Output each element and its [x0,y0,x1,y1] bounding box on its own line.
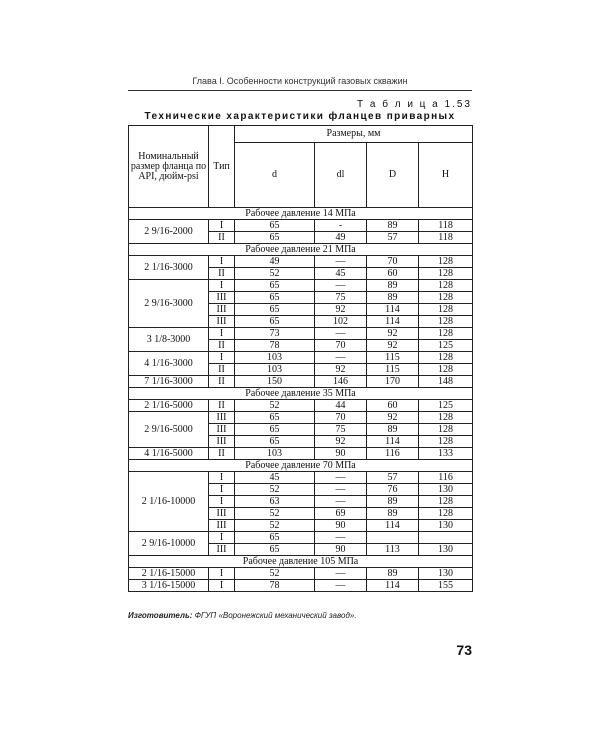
d-cell: 65 [235,532,315,544]
flange-size: 2 9/16-3000 [129,280,209,328]
type-cell: II [209,448,235,460]
d-cell: 49 [235,256,315,268]
H-cell: 128 [419,424,473,436]
d1-cell: 69 [315,508,367,520]
D-cell: 89 [367,280,419,292]
flange-size: 2 1/16-15000 [129,568,209,580]
D-cell: 114 [367,304,419,316]
H-cell: 130 [419,484,473,496]
section-title: Рабочее давление 105 МПа [129,556,473,568]
D-cell: 89 [367,496,419,508]
type-cell: I [209,256,235,268]
table-number: Т а б л и ц а 1.53 [356,99,472,110]
d1-cell: 92 [315,304,367,316]
type-cell: III [209,436,235,448]
d1-cell: 92 [315,364,367,376]
flange-size: 3 1/8-3000 [129,328,209,352]
d1-cell: 44 [315,400,367,412]
d1-cell: 70 [315,340,367,352]
type-cell: II [209,340,235,352]
section-row [129,208,473,220]
running-header: Глава I. Особенности конструкций газовых скважин [192,76,408,86]
D-cell: 92 [367,340,419,352]
d1-cell: 90 [315,520,367,532]
H-cell [419,532,473,544]
d-cell: 150 [235,376,315,388]
H-cell: 118 [419,220,473,232]
header-dimensions: Размеры, мм [235,126,473,143]
d1-cell: 75 [315,424,367,436]
d1-cell: 90 [315,448,367,460]
section-row [129,388,473,400]
section-row [129,244,473,256]
d-cell: 52 [235,568,315,580]
section-row [129,460,473,472]
d1-cell: 75 [315,292,367,304]
d-cell: 73 [235,328,315,340]
H-cell: 128 [419,412,473,424]
d-cell: 65 [235,280,315,292]
flange-size: 2 9/16-5000 [129,412,209,448]
table-row [129,376,473,388]
D-cell: 114 [367,580,419,592]
flange-size: 2 9/16-10000 [129,532,209,556]
d-cell: 103 [235,448,315,460]
table-row [129,568,473,580]
D-cell: 57 [367,472,419,484]
d-cell: 65 [235,304,315,316]
header-d: d [235,143,315,208]
H-cell: 128 [419,304,473,316]
D-cell: 116 [367,448,419,460]
d-cell: 65 [235,544,315,556]
H-cell: 128 [419,496,473,508]
page-number: 73 [456,642,472,658]
type-cell: I [209,220,235,232]
type-cell: III [209,544,235,556]
d1-cell: 92 [315,436,367,448]
D-cell: 57 [367,232,419,244]
d1-cell: — [315,472,367,484]
H-cell: 128 [419,280,473,292]
d1-cell: - [315,220,367,232]
H-cell: 130 [419,520,473,532]
type-cell: I [209,484,235,496]
type-cell: II [209,232,235,244]
H-cell: 155 [419,580,473,592]
flange-size: 4 1/16-5000 [129,448,209,460]
d1-cell: — [315,352,367,364]
d-cell: 65 [235,412,315,424]
D-cell: 70 [367,256,419,268]
H-cell: 133 [419,448,473,460]
d-cell: 52 [235,508,315,520]
d-cell: 78 [235,340,315,352]
table-row [129,256,473,268]
table-title: Технические характеристики фланцев приварных [144,111,456,122]
d-cell: 65 [235,316,315,328]
table-row [129,412,473,424]
type-cell: I [209,328,235,340]
H-cell: 130 [419,568,473,580]
type-cell: III [209,424,235,436]
type-cell: I [209,496,235,508]
table-row [129,220,473,232]
D-cell: 114 [367,520,419,532]
flange-size: 7 1/16-3000 [129,376,209,388]
flange-size: 2 1/16-10000 [129,472,209,532]
section-title: Рабочее давление 21 МПа [129,244,473,256]
type-cell: III [209,316,235,328]
H-cell: 128 [419,256,473,268]
d1-cell: 146 [315,376,367,388]
H-cell: 128 [419,352,473,364]
table-row [129,580,473,592]
manufacturer-text: ФГУП «Воронежский механический завод». [194,611,357,620]
type-cell: I [209,568,235,580]
H-cell: 148 [419,376,473,388]
D-cell: 89 [367,220,419,232]
D-cell: 89 [367,568,419,580]
type-cell: I [209,352,235,364]
manufacturer-note [128,611,472,620]
D-cell: 113 [367,544,419,556]
manufacturer-label: Изготовитель: [128,611,193,620]
d1-cell: 102 [315,316,367,328]
d1-cell: — [315,280,367,292]
d-cell: 52 [235,268,315,280]
type-cell: II [209,376,235,388]
d-cell: 52 [235,400,315,412]
table-row [129,400,473,412]
flange-size: 4 1/16-3000 [129,352,209,376]
D-cell: 92 [367,328,419,340]
table-row [129,532,473,544]
D-cell: 115 [367,352,419,364]
D-cell: 114 [367,436,419,448]
H-cell: 125 [419,400,473,412]
flange-size: 2 9/16-2000 [129,220,209,244]
H-cell: 128 [419,364,473,376]
d1-cell: 49 [315,232,367,244]
d-cell: 65 [235,220,315,232]
d1-cell: 45 [315,268,367,280]
type-cell: II [209,400,235,412]
section-title: Рабочее давление 70 МПа [129,460,473,472]
section-title: Рабочее давление 35 МПа [129,388,473,400]
H-cell: 130 [419,544,473,556]
header-rule [128,90,472,91]
type-cell: III [209,520,235,532]
type-cell: I [209,532,235,544]
flanges-table [128,125,473,592]
d1-cell: — [315,580,367,592]
table-row [129,472,473,484]
d1-cell: — [315,496,367,508]
H-cell: 128 [419,436,473,448]
type-cell: III [209,412,235,424]
d1-cell: — [315,568,367,580]
header-H: H [419,143,473,208]
d-cell: 63 [235,496,315,508]
H-cell: 128 [419,508,473,520]
H-cell: 116 [419,472,473,484]
d1-cell: — [315,484,367,496]
flange-size: 2 1/16-5000 [129,400,209,412]
H-cell: 128 [419,292,473,304]
D-cell [367,532,419,544]
header-size: Номинальный размер фланца по API, дюйм-psi [129,126,209,208]
header-type: Тип [209,126,235,208]
d-cell: 65 [235,232,315,244]
d1-cell: 70 [315,412,367,424]
type-cell: III [209,304,235,316]
flange-size: 3 1/16-15000 [129,580,209,592]
H-cell: 118 [419,232,473,244]
type-cell: I [209,580,235,592]
H-cell: 125 [419,340,473,352]
section-row [129,556,473,568]
type-cell: II [209,268,235,280]
type-cell: I [209,280,235,292]
d-cell: 103 [235,364,315,376]
type-cell: III [209,508,235,520]
table-row [129,328,473,340]
D-cell: 60 [367,400,419,412]
d-cell: 52 [235,484,315,496]
d1-cell: — [315,256,367,268]
type-cell: III [209,292,235,304]
type-cell: II [209,364,235,376]
d-cell: 103 [235,352,315,364]
section-title: Рабочее давление 14 МПа [129,208,473,220]
table-row [129,448,473,460]
D-cell: 89 [367,424,419,436]
H-cell: 128 [419,268,473,280]
d-cell: 45 [235,472,315,484]
D-cell: 60 [367,268,419,280]
header-D: D [367,143,419,208]
D-cell: 76 [367,484,419,496]
d1-cell: 90 [315,544,367,556]
D-cell: 89 [367,508,419,520]
D-cell: 89 [367,292,419,304]
D-cell: 114 [367,316,419,328]
table-row [129,280,473,292]
type-cell: I [209,472,235,484]
D-cell: 92 [367,412,419,424]
d-cell: 65 [235,292,315,304]
header-d1: dl [315,143,367,208]
d1-cell: — [315,532,367,544]
H-cell: 128 [419,316,473,328]
d-cell: 65 [235,436,315,448]
D-cell: 115 [367,364,419,376]
d1-cell: — [315,328,367,340]
flange-size: 2 1/16-3000 [129,256,209,280]
D-cell: 170 [367,376,419,388]
d-cell: 65 [235,424,315,436]
H-cell: 128 [419,328,473,340]
d-cell: 52 [235,520,315,532]
table-row [129,352,473,364]
d-cell: 78 [235,580,315,592]
